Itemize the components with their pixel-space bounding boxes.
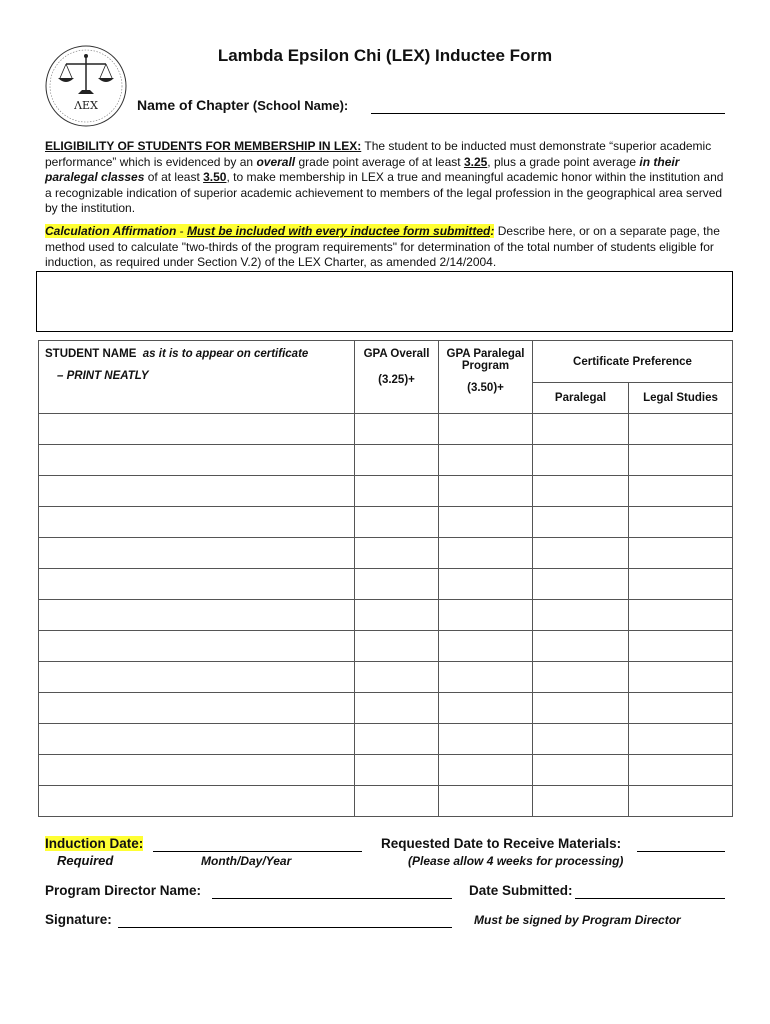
paralegal-pref-cell[interactable]	[533, 755, 629, 786]
eligibility-paragraph	[45, 139, 730, 217]
eligibility-text-1: The student to be inducted must demonstrate “superior academic performance” which is evidenced by an	[45, 139, 712, 169]
eligibility-text-2: grade point average of at least	[295, 154, 464, 169]
table-row	[39, 600, 733, 631]
gpa-paralegal-cell[interactable]	[439, 476, 533, 507]
gpa-overall-cell[interactable]	[355, 724, 439, 755]
gpa-overall-cell[interactable]	[355, 693, 439, 724]
legal-studies-pref-cell[interactable]	[629, 569, 733, 600]
table-row	[39, 755, 733, 786]
gpa-paralegal-cell[interactable]	[439, 538, 533, 569]
gpa-paralegal-cell[interactable]	[439, 507, 533, 538]
student-name-cell[interactable]	[39, 693, 355, 724]
induction-date-field[interactable]	[153, 851, 362, 852]
gpa-paralegal-cell[interactable]	[439, 569, 533, 600]
gpa-paralegal-cell[interactable]	[439, 755, 533, 786]
table-row	[39, 507, 733, 538]
table-row	[39, 662, 733, 693]
legal-studies-pref-cell[interactable]	[629, 693, 733, 724]
requested-date-field[interactable]	[637, 851, 725, 852]
calculation-label: Calculation Affirmation	[45, 224, 177, 238]
paralegal-pref-cell[interactable]	[533, 662, 629, 693]
gpa-overall-cell[interactable]	[355, 662, 439, 693]
legal-studies-pref-cell[interactable]	[629, 662, 733, 693]
student-name-cell[interactable]	[39, 445, 355, 476]
date-submitted-field[interactable]	[575, 898, 725, 899]
student-name-cell[interactable]	[39, 786, 355, 817]
gpa-paralegal-cell[interactable]	[439, 724, 533, 755]
student-name-cell[interactable]	[39, 476, 355, 507]
table-row	[39, 414, 733, 445]
gpa-overall-cell[interactable]	[355, 538, 439, 569]
gpa-overall-cell[interactable]	[355, 476, 439, 507]
paralegal-pref-cell[interactable]	[533, 693, 629, 724]
paralegal-pref-cell[interactable]	[533, 600, 629, 631]
chapter-name-field[interactable]	[371, 113, 725, 114]
student-name-cell[interactable]	[39, 662, 355, 693]
calculation-text: Describe here, or on a separate page, the method used to calculate "two-thirds of the program requirements" for determination of the total number of students eligible for induction, as required under Section V.2) of the LEX Charter, as amended 2/14/2004.	[45, 224, 720, 269]
table-row	[39, 693, 733, 724]
student-name-cell[interactable]	[39, 724, 355, 755]
gpa-paralegal-cell[interactable]	[439, 414, 533, 445]
paralegal-pref-cell[interactable]	[533, 724, 629, 755]
legal-studies-pref-cell[interactable]	[629, 507, 733, 538]
calculation-colon: :	[490, 224, 495, 238]
student-name-cell[interactable]	[39, 569, 355, 600]
legal-studies-header: Legal Studies	[629, 383, 733, 414]
gpa-paralegal-cell[interactable]	[439, 600, 533, 631]
legal-studies-pref-cell[interactable]	[629, 755, 733, 786]
legal-studies-pref-cell[interactable]	[629, 631, 733, 662]
legal-studies-pref-cell[interactable]	[629, 786, 733, 817]
gpa-overall-cell[interactable]	[355, 414, 439, 445]
must-be-signed-note: Must be signed by Program Director	[474, 913, 681, 927]
eligibility-paralegal-classes: in their paralegal classes	[45, 154, 680, 184]
legal-studies-pref-cell[interactable]	[629, 476, 733, 507]
inductee-table	[38, 340, 733, 817]
eligibility-text-4: of at least	[144, 170, 204, 184]
student-name-cell[interactable]	[39, 600, 355, 631]
paralegal-pref-cell[interactable]	[533, 476, 629, 507]
gpa-paralegal-cell[interactable]	[439, 631, 533, 662]
print-neatly: – PRINT NEATLY	[57, 370, 149, 382]
table-row	[39, 786, 733, 817]
eligibility-heading: ELIGIBILITY OF STUDENTS FOR MEMBERSHIP IN LEX:	[45, 139, 362, 153]
gpa-paralegal-cell[interactable]	[439, 445, 533, 476]
page-title: Lambda Epsilon Chi (LEX) Inductee Form	[217, 46, 553, 65]
signature-field[interactable]	[118, 927, 452, 928]
certificate-preference-header: Certificate Preference	[533, 341, 733, 383]
calculation-input-box[interactable]	[36, 271, 733, 332]
paralegal-pref-cell[interactable]	[533, 414, 629, 445]
calculation-paragraph	[45, 224, 730, 271]
student-name-cell[interactable]	[39, 414, 355, 445]
eligibility-gpa-paralegal: 3.50	[203, 170, 227, 184]
required-label: Required	[57, 853, 114, 868]
program-director-label: Program Director Name:	[45, 883, 202, 898]
gpa-overall-header	[355, 341, 439, 414]
student-name-cell[interactable]	[39, 631, 355, 662]
table-row	[39, 476, 733, 507]
paralegal-pref-cell[interactable]	[533, 445, 629, 476]
paralegal-pref-cell[interactable]	[533, 507, 629, 538]
chapter-label-paren: (School Name):	[252, 98, 349, 113]
gpa-overall-min: (3.25)+	[378, 374, 415, 386]
chapter-label	[137, 97, 348, 113]
legal-studies-pref-cell[interactable]	[629, 445, 733, 476]
student-name-cell[interactable]	[39, 538, 355, 569]
paralegal-pref-cell[interactable]	[533, 569, 629, 600]
legal-studies-pref-cell[interactable]	[629, 414, 733, 445]
paralegal-pref-cell[interactable]	[533, 631, 629, 662]
gpa-paralegal-cell[interactable]	[439, 786, 533, 817]
gpa-overall-cell[interactable]	[355, 569, 439, 600]
gpa-overall-label: GPA Overall	[363, 348, 430, 360]
legal-studies-pref-cell[interactable]	[629, 724, 733, 755]
gpa-paralegal-header	[439, 341, 533, 414]
gpa-overall-cell[interactable]	[355, 786, 439, 817]
eligibility-text-3: , plus a grade point average	[487, 154, 640, 169]
gpa-overall-cell[interactable]	[355, 600, 439, 631]
legal-studies-pref-cell[interactable]	[629, 600, 733, 631]
student-name-header	[39, 341, 355, 414]
gpa-paralegal-cell[interactable]	[439, 662, 533, 693]
student-name-cell[interactable]	[39, 507, 355, 538]
gpa-overall-cell[interactable]	[355, 507, 439, 538]
signature-label: Signature:	[45, 912, 112, 927]
month-day-year-hint: Month/Day/Year	[201, 854, 292, 868]
date-submitted-label: Date Submitted:	[469, 883, 573, 898]
program-director-field[interactable]	[212, 898, 452, 899]
calculation-dash: -	[176, 224, 188, 238]
chapter-label-text: Name of Chapter	[137, 97, 250, 113]
table-row	[39, 538, 733, 569]
calculation-must: Must be included with every inductee form submitted	[187, 224, 491, 238]
induction-date-label: Induction Date:	[45, 836, 144, 851]
eligibility-text-5: , to make membership in LEX a true and meaningful academic honor within the institution and a recognizable indication of superior academic achievement to members of the legal profession in the geographical area served by the institution.	[45, 170, 724, 215]
gpa-overall-cell[interactable]	[355, 631, 439, 662]
gpa-paralegal-min: (3.50)+	[467, 382, 504, 394]
paralegal-header: Paralegal	[533, 383, 629, 414]
gpa-overall-cell[interactable]	[355, 445, 439, 476]
student-name-note: as it is to appear on certificate	[142, 348, 309, 360]
table-row	[39, 569, 733, 600]
gpa-overall-cell[interactable]	[355, 755, 439, 786]
table-row	[39, 631, 733, 662]
student-name-cell[interactable]	[39, 755, 355, 786]
eligibility-gpa-overall: 3.25	[463, 154, 488, 169]
table-row	[39, 445, 733, 476]
requested-date-label: Requested Date to Receive Materials:	[381, 836, 622, 851]
legal-studies-pref-cell[interactable]	[629, 538, 733, 569]
logo-letters: ΛΕΧ	[74, 99, 98, 112]
paralegal-pref-cell[interactable]	[533, 786, 629, 817]
eligibility-overall: overall	[256, 154, 296, 169]
table-row	[39, 724, 733, 755]
student-name-label: STUDENT NAME	[45, 348, 137, 360]
allow-weeks-hint: (Please allow 4 weeks for processing)	[408, 854, 624, 868]
gpa-paralegal-label: GPA Paralegal Program	[446, 348, 525, 372]
paralegal-pref-cell[interactable]	[533, 538, 629, 569]
gpa-paralegal-cell[interactable]	[439, 693, 533, 724]
